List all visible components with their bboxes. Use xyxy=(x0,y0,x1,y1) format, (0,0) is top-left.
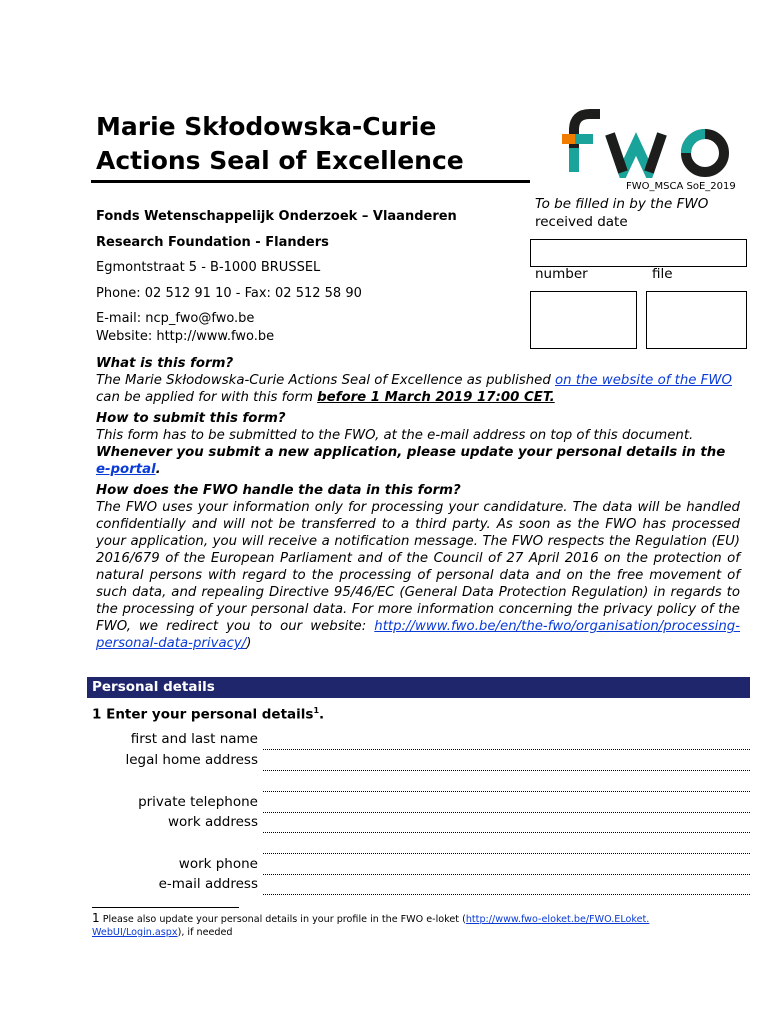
data-heading: How does the FWO handle the data in this form? xyxy=(96,483,461,498)
name-field[interactable] xyxy=(263,749,750,750)
footnote-divider xyxy=(92,907,239,908)
number-label: number xyxy=(535,266,588,282)
data-end: ) xyxy=(246,636,252,651)
private-phone-field[interactable] xyxy=(263,812,750,813)
what-paragraph xyxy=(96,372,740,406)
document-title xyxy=(96,110,464,178)
footnote-ref: 1 xyxy=(313,706,320,715)
what-heading: What is this form? xyxy=(96,356,234,371)
data-paragraph xyxy=(96,499,740,652)
footnote-end: ), if needed xyxy=(177,927,233,938)
home-address-field[interactable] xyxy=(263,770,750,771)
received-date-box[interactable] xyxy=(530,239,747,267)
work-address-field[interactable] xyxy=(263,832,750,833)
privacy-link[interactable]: http://www.fwo.be/en/the-fwo/organisation/processing-personal-data-privacy/ xyxy=(96,619,740,651)
fwo-use-line-2: received date xyxy=(535,214,628,230)
email-label: e-mail address xyxy=(158,876,258,892)
footnote xyxy=(92,912,652,939)
how-bold-2: . xyxy=(155,462,161,477)
org-phone-fax: Phone: 02 512 91 10 - Fax: 02 512 58 90 xyxy=(96,286,362,301)
fwo-logo xyxy=(560,108,738,178)
work-address-field-2[interactable] xyxy=(263,853,750,854)
email-field[interactable] xyxy=(263,894,750,895)
data-text: The FWO uses your information only for processing your candidature. The data will be handled confidentially and will not be transferred to a third party. As soon as the FWO has processed your application, you will receive a notification message. The FWO respects the Regulation (EU) 2016/679 of the European Parliament and of the Council of 27 April 2016 on the protection of natural persons with regard to the processing of personal data and on the free movement of such data, and repealing Directive 95/46/EC (General Data Protection Regulation) in regards to the processing of your personal data. For more information concerning the privacy policy of the FWO, we redirect you to our website: xyxy=(96,500,740,634)
footnote-text: Please also update your personal details in your profile in the FWO e-loket ( xyxy=(99,914,466,925)
home-address-label: legal home address xyxy=(125,752,258,768)
eloket-link[interactable]: http://www.fwo-eloket.be/FWO.ELoket.WebUI/Login.aspx xyxy=(92,914,650,938)
personal-details-section-header: Personal details xyxy=(87,677,750,698)
how-update-paragraph xyxy=(96,444,740,478)
what-text-2: can be applied for with this form xyxy=(96,390,318,405)
fwo-use-note xyxy=(535,195,708,231)
how-text: This form has to be submitted to the FWO, at the e-mail address on top of this document. xyxy=(96,428,694,443)
private-phone-label: private telephone xyxy=(138,794,258,810)
title-divider xyxy=(91,180,530,183)
org-address: Egmontstraat 5 - B-1000 BRUSSEL xyxy=(96,260,321,275)
number-box[interactable] xyxy=(530,291,637,349)
file-label: file xyxy=(652,266,673,282)
work-phone-label: work phone xyxy=(178,856,258,872)
how-bold-1: Whenever you submit a new application, please update your personal details in the xyxy=(96,445,726,460)
title-line-1: Marie Skłodowska-Curie xyxy=(96,112,437,141)
e-portal-link[interactable]: e-portal xyxy=(96,462,156,477)
footnote-number: 1 xyxy=(92,911,100,925)
org-name-en: Research Foundation - Flanders xyxy=(96,235,329,250)
deadline: before 1 March 2019 17:00 CET. xyxy=(317,390,555,405)
name-label: first and last name xyxy=(130,731,258,747)
question-1 xyxy=(92,706,324,723)
what-text-1: The Marie Skłodowska-Curie Actions Seal of Excellence as published xyxy=(96,373,555,388)
question-1-end: . xyxy=(319,706,325,723)
title-line-2: Actions Seal of Excellence xyxy=(96,146,464,175)
org-name-nl: Fonds Wetenschappelijk Onderzoek – Vlaanderen xyxy=(96,209,457,224)
work-phone-field[interactable] xyxy=(263,874,750,875)
work-address-label: work address xyxy=(168,814,258,830)
home-address-field-2[interactable] xyxy=(263,791,750,792)
fwo-website-link[interactable]: on the website of the FWO xyxy=(555,373,732,388)
org-email: E-mail: ncp_fwo@fwo.be xyxy=(96,311,255,326)
how-heading: How to submit this form? xyxy=(96,411,286,426)
fwo-use-line-1: To be filled in by the FWO xyxy=(535,196,709,212)
form-code: FWO_MSCA SoE_2019 xyxy=(626,181,736,192)
file-box[interactable] xyxy=(646,291,747,349)
question-1-text: 1 Enter your personal details xyxy=(92,706,314,723)
org-website: Website: http://www.fwo.be xyxy=(96,329,275,344)
